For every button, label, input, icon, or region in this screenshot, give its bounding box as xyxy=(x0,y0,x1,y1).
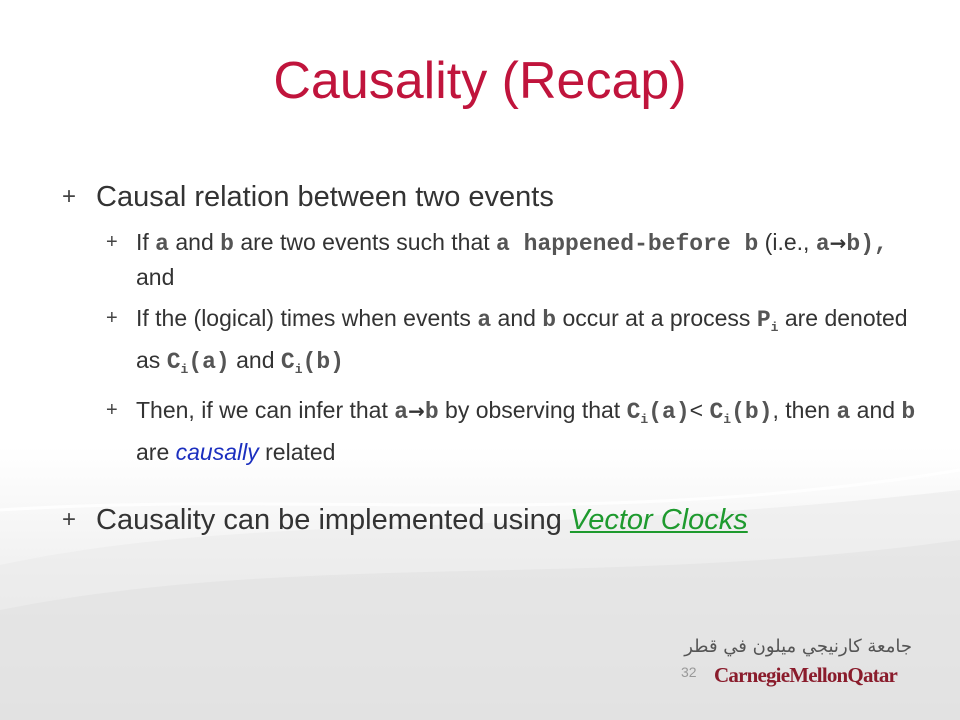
text-run: < xyxy=(689,397,710,423)
code-run: P xyxy=(756,307,771,333)
bullet-text: Causal relation between two events xyxy=(96,181,554,213)
bullet-text: Causality can be implemented using xyxy=(96,504,570,536)
plus-bullet-icon: + xyxy=(62,506,77,533)
code-subscript: i xyxy=(180,362,189,377)
code-subscript: i xyxy=(640,412,649,427)
text-run: (i.e., xyxy=(758,229,816,255)
bullet-vector-clocks xyxy=(62,499,922,541)
vector-clocks-link[interactable]: Vector Clocks xyxy=(569,504,748,536)
text-run: are denoted as xyxy=(136,305,908,373)
code-run: b xyxy=(424,399,439,425)
code-run: a xyxy=(477,307,492,333)
text-run: are xyxy=(136,439,176,465)
code-run: a xyxy=(394,399,409,425)
bullet-causal-relation xyxy=(62,176,922,218)
text-run: and xyxy=(229,347,281,373)
arabic-logo-text xyxy=(684,630,914,660)
emphasis-causally: causally xyxy=(175,439,259,465)
text-run: and xyxy=(491,305,543,331)
code-run: a xyxy=(836,399,851,425)
page-number: 32 xyxy=(681,664,697,680)
text-run: If the (logical) times when events xyxy=(136,305,478,331)
sub-bullet-happened-before xyxy=(62,226,922,294)
text-run: If xyxy=(136,229,156,255)
code-run: C xyxy=(166,349,181,375)
slide-content xyxy=(62,176,922,541)
text-run: and xyxy=(850,397,902,423)
code-run: (b) xyxy=(731,399,773,425)
code-run: (a) xyxy=(188,349,230,375)
plus-bullet-icon: + xyxy=(62,183,77,210)
code-run: a happened-before b xyxy=(496,231,759,257)
code-run: C xyxy=(709,399,724,425)
text-run: are two events such that xyxy=(233,229,497,255)
code-subscript: i xyxy=(770,320,779,335)
right-arrow-icon: → xyxy=(829,231,847,255)
slide-title: Causality (Recap) xyxy=(273,52,687,110)
code-run: a xyxy=(815,231,830,257)
text-run: and xyxy=(168,229,221,255)
code-run: (b) xyxy=(302,349,344,375)
text-run: Then, if we can infer that xyxy=(136,397,395,423)
code-run: b xyxy=(901,399,916,425)
code-run: a xyxy=(155,231,169,257)
code-subscript: i xyxy=(723,412,732,427)
code-run: b xyxy=(220,231,234,257)
text-run: occur at a process xyxy=(556,305,757,331)
code-subscript: i xyxy=(294,362,303,377)
arabic-logo-glyphs: جامعة كارنيجي ميلون في قطر xyxy=(684,636,912,657)
right-arrow-icon: → xyxy=(408,399,425,423)
text-run: , then xyxy=(772,397,837,423)
text-run: by observing that xyxy=(438,397,627,423)
code-run: b xyxy=(542,307,557,333)
code-run: C xyxy=(280,349,295,375)
code-run: C xyxy=(626,399,641,425)
sub-bullet-logical-times xyxy=(62,302,922,386)
text-run: and xyxy=(136,264,175,290)
text-run: related xyxy=(258,439,336,465)
code-run: b), xyxy=(846,231,888,257)
code-run: (a) xyxy=(648,399,690,425)
sub-bullet-infer-causality xyxy=(62,394,922,469)
english-logo-text: CarnegieMellonQatar xyxy=(714,663,898,687)
plus-bullet-icon: + xyxy=(106,307,118,329)
plus-bullet-icon: + xyxy=(106,399,118,421)
plus-bullet-icon: + xyxy=(106,231,118,253)
